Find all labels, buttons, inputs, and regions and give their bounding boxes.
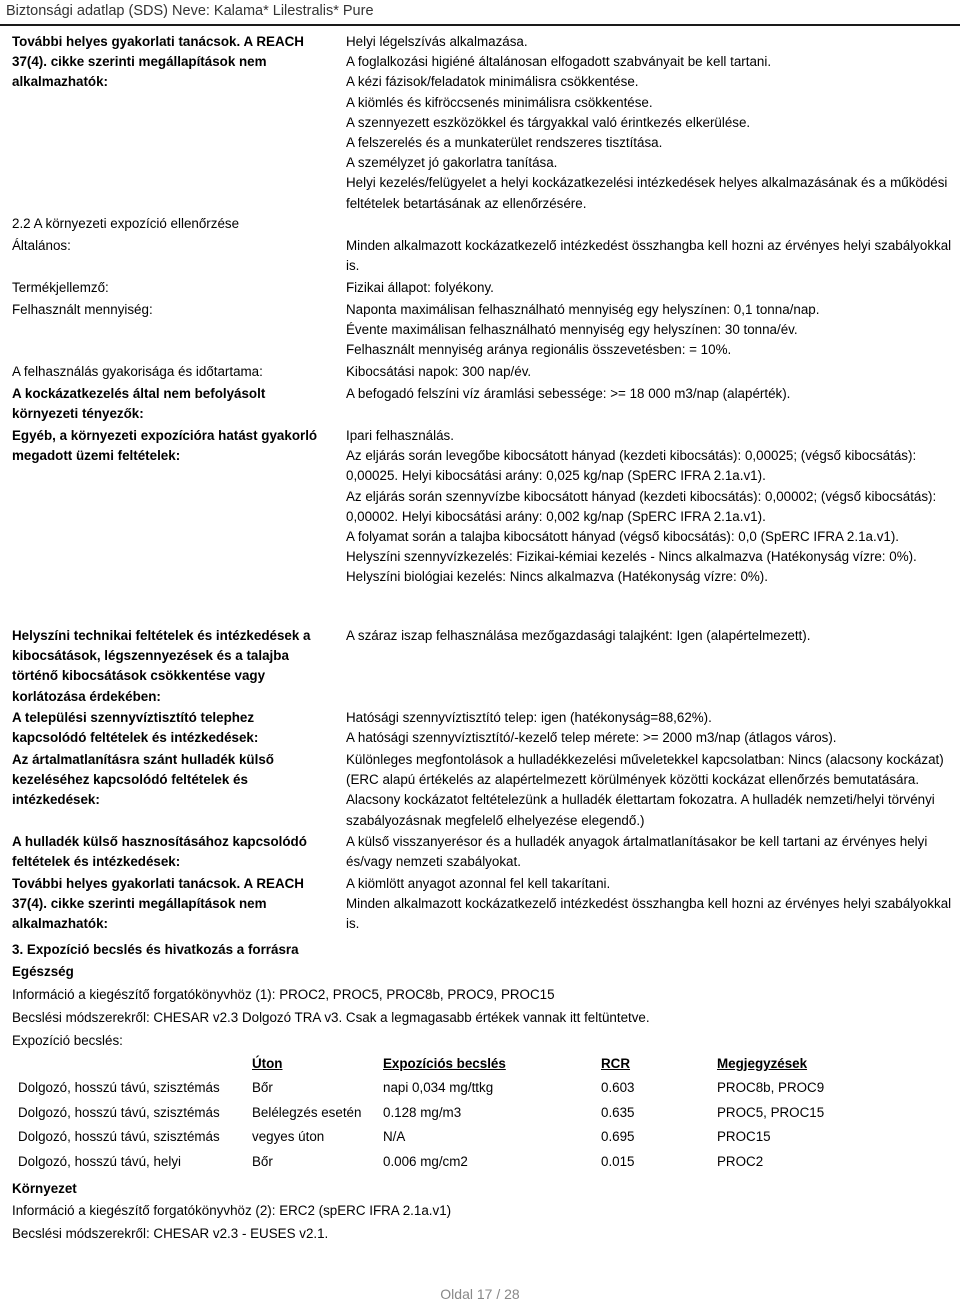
text-line: A folyamat során a talajba kibocsátott hányad (végső kibocsátás): 0,0 (SpERC IFRA 2.1a.v1). bbox=[346, 529, 900, 545]
table-cell: PROC15 bbox=[717, 1129, 771, 1145]
section-heading: 2.2 A környezeti expozíció ellenőrzése bbox=[12, 216, 240, 231]
info-scenario-2: Információ a kiegészítő forgatókönyvhöz (2): ERC2 (spERC IFRA 2.1a.v1) bbox=[12, 1203, 452, 1218]
amount-label: Felhasznált mennyiség: bbox=[12, 302, 153, 317]
text-line: Minden alkalmazott kockázatkezelő intézkedést összhangba kell hozni az érvényes helyi szabályokkal is. bbox=[346, 896, 952, 932]
text-line: A kiömlés és kifröccsenés minimálisra csökkentése. bbox=[346, 94, 653, 110]
table-cell: N/A bbox=[383, 1129, 406, 1145]
table-header bbox=[12, 1052, 246, 1076]
text-line: Az eljárás során levegőbe kibocsátott hányad (kezdeti kibocsátás): 0,00025; (végső kibocsátás): 0,00025. Helyi kibocsátási arány: 0,025 kg/nap (SpERC IFRA 2.1a.v1). bbox=[346, 448, 917, 484]
text-line: Naponta maximálisan felhasználható mennyiség egy helyszínen: 0,1 tonna/nap. bbox=[346, 302, 820, 317]
waste-external-label: Az ártalmatlanításra szánt hulladék külső kezeléséhez kapcsolódó feltételek és intézkedések: bbox=[12, 752, 274, 808]
table-row bbox=[12, 1125, 891, 1150]
health-heading: Egészség bbox=[12, 964, 74, 979]
waste-recovery-label: A hulladék külső hasznosításához kapcsolódó feltételek és intézkedések: bbox=[12, 834, 307, 870]
table-cell: Belélegzés esetén bbox=[252, 1104, 362, 1120]
page-number: Oldal 17 / 28 bbox=[440, 1286, 520, 1302]
product-text: Fizikai állapot: folyékony. bbox=[346, 280, 494, 295]
waste-external-text: Különleges megfontolások a hulladékkezelési műveletekkel kapcsolatban: Nincs (alacsony kockázat) (ERC alapú értékelés az alapértelmezett körülmények közötti kockázat ellenőrzés bemutatására. Alacsony kockázatot feltételezünk a hulladék élettartam fokozatra. A hulladék nemzeti/helyi törvényi szabályozásnak megfelelő elhelyezése elegendő.) bbox=[346, 752, 944, 828]
text-line: A hatósági szennyvíztisztító/-kezelő telep mérete: >= 2000 m3/nap (átlagos város). bbox=[346, 730, 837, 746]
frequency-text: Kibocsátási napok: 300 nap/év. bbox=[346, 364, 532, 379]
table-row bbox=[12, 1101, 891, 1126]
section-3-heading: 3. Expozíció becslés és hivatkozás a forrásra bbox=[12, 942, 299, 957]
good-practice-label: További helyes gyakorlati tanácsok. A REACH 37(4). cikke szerinti megállapítások nem alkalmazhatók: bbox=[12, 876, 304, 932]
other-conditions-text bbox=[346, 426, 952, 588]
table-cell: Dolgozó, hosszú távú, szisztémás bbox=[18, 1129, 220, 1145]
general-text: Minden alkalmazott kockázatkezelő intézkedést összhangba kell hozni az érvényes helyi szabályokkal is. bbox=[346, 238, 952, 274]
text-line: Helyszíni szennyvízkezelés: Fizikai-kémiai kezelés - Nincs alkalmazva (Hatékonyság vízre: 0%). bbox=[346, 549, 917, 565]
table-cell: napi 0,034 mg/ttkg bbox=[383, 1080, 494, 1096]
table-header-row bbox=[12, 1052, 891, 1076]
table-cell: 0.635 bbox=[601, 1104, 635, 1120]
table-cell: Bőr bbox=[252, 1080, 273, 1096]
amount-text bbox=[346, 300, 952, 361]
good-practice-label: További helyes gyakorlati tanácsok. A REACH 37(4). cikke szerinti megállapítások nem alkalmazhatók: bbox=[12, 34, 304, 90]
table-cell: Bőr bbox=[252, 1153, 273, 1169]
env-factors-label: A kockázatkezelés által nem befolyásolt környezeti tényezők: bbox=[12, 386, 266, 422]
table-header: Megjegyzések bbox=[717, 1055, 808, 1071]
text-line: A felszerelés és a munkaterület rendszeres tisztítása. bbox=[346, 135, 663, 151]
table-cell: PROC5, PROC15 bbox=[717, 1104, 825, 1120]
text-line: A foglalkozási higiéné általánosan elfogadott szabványait be kell tartani. bbox=[346, 54, 772, 70]
env-factors-text: A befogadó felszíni víz áramlási sebessége: >= 18 000 m3/nap (alapérték). bbox=[346, 386, 791, 401]
text-line: Felhasznált mennyiség aránya regionális összevetésben: = 10%. bbox=[346, 342, 732, 358]
text-line: Helyszíni biológiai kezelés: Nincs alkalmazva (Hatékonyság vízre: 0%). bbox=[346, 569, 768, 585]
wwtp-text bbox=[346, 708, 952, 748]
table-header: Úton bbox=[252, 1055, 283, 1071]
table-cell: 0.603 bbox=[601, 1080, 635, 1096]
exposure-table bbox=[12, 1052, 891, 1174]
table-header: RCR bbox=[601, 1055, 631, 1071]
text-line: Évente maximálisan felhasználható mennyiség egy helyszínen: 30 tonna/év. bbox=[346, 322, 798, 338]
table-header: Expozíciós becslés bbox=[383, 1055, 506, 1071]
info-scenario-1: Információ a kiegészítő forgatókönyvhöz (1): PROC2, PROC5, PROC8b, PROC9, PROC15 bbox=[12, 987, 555, 1002]
general-label: Általános: bbox=[12, 238, 71, 253]
text-line: Helyi légelszívás alkalmazása. bbox=[346, 34, 528, 49]
technical-text: A száraz iszap felhasználása mezőgazdasági talajként: Igen (alapértelmezett). bbox=[346, 628, 811, 643]
table-cell: Dolgozó, hosszú távú, szisztémás bbox=[18, 1104, 220, 1120]
text-line: A kiömlött anyagot azonnal fel kell takarítani. bbox=[346, 876, 611, 891]
wwtp-label: A települési szennyvíztisztító telephez kapcsolódó feltételek és intézkedések: bbox=[12, 710, 259, 746]
table-cell: 0.695 bbox=[601, 1129, 635, 1145]
table-row bbox=[12, 1076, 891, 1101]
text-line: Hatósági szennyvíztisztító telep: igen (hatékonyság=88,62%). bbox=[346, 710, 712, 725]
document-header: Biztonsági adatlap (SDS) Neve: Kalama* Lilestralis* Pure bbox=[0, 0, 960, 26]
good-practice-text bbox=[346, 874, 952, 935]
frequency-label: A felhasználás gyakorisága és időtartama: bbox=[12, 364, 263, 379]
table-cell: Dolgozó, hosszú távú, helyi bbox=[18, 1153, 182, 1169]
text-line: A szennyezett eszközökkel és tárgyakkal való érintkezés elkerülése. bbox=[346, 114, 751, 130]
table-cell: PROC8b, PROC9 bbox=[717, 1080, 825, 1096]
product-label: Termékjellemző: bbox=[12, 280, 109, 295]
other-conditions-label: Egyéb, a környezeti expozícióra hatást gyakorló megadott üzemi feltételek: bbox=[12, 428, 318, 464]
text-line: Ipari felhasználás. bbox=[346, 428, 454, 443]
table-cell: Dolgozó, hosszú távú, szisztémás bbox=[18, 1080, 220, 1096]
method-1: Becslési módszerekről: CHESAR v2.3 Dolgozó TRA v3. Csak a legmagasabb értékek vannak itt feltüntetve. bbox=[12, 1010, 650, 1025]
text-line: Helyi kezelés/felügyelet a helyi kockázatkezelési intézkedések helyes alkalmazásának és a működési feltételek betartásának az ellenőrzésére. bbox=[346, 175, 948, 211]
method-2: Becslési módszerekről: CHESAR v2.3 - EUSES v2.1. bbox=[12, 1226, 329, 1241]
table-cell: 0.006 mg/cm2 bbox=[383, 1153, 468, 1169]
text-line: Az eljárás során szennyvízbe kibocsátott hányad (kezdeti kibocsátás): 0,00002; (végső kibocsátás): 0,00002. Helyi kibocsátási arány: 0,002 kg/nap (SpERC IFRA 2.1a.v1). bbox=[346, 488, 937, 524]
exposure-label: Expozíció becslés: bbox=[12, 1033, 123, 1048]
table-cell: 0.015 bbox=[601, 1153, 635, 1169]
waste-recovery-text: A külső visszanyerésor és a hulladék anyagok ártalmatlanításakor be kell tartani az érvényes helyi és/vagy nemzeti szabályokat. bbox=[346, 834, 928, 870]
table-row bbox=[12, 1150, 891, 1175]
technical-label: Helyszíni technikai feltételek és intézkedések a kibocsátások, légszennyezések és a talajba történő kibocsátások csökkentése vagy korlátozása érdekében: bbox=[12, 628, 311, 704]
table-cell: 0.128 mg/m3 bbox=[383, 1104, 462, 1120]
text-line: A személyzet jó gakorlatra tanítása. bbox=[346, 155, 558, 171]
environment-heading: Környezet bbox=[12, 1181, 77, 1196]
good-practice-text bbox=[346, 32, 952, 214]
table-cell: PROC2 bbox=[717, 1153, 764, 1169]
text-line: A kézi fázisok/feladatok minimálisra csökkentése. bbox=[346, 74, 639, 90]
table-cell: vegyes úton bbox=[252, 1129, 325, 1145]
